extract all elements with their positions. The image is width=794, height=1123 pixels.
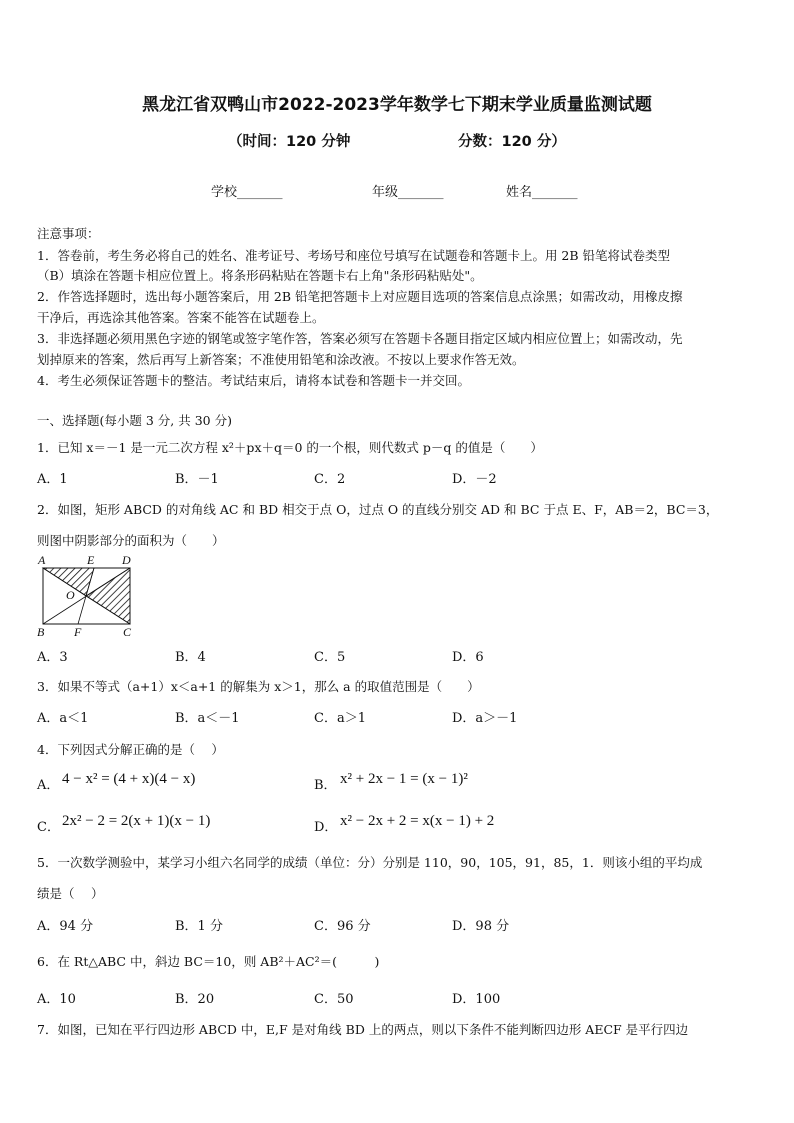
school-field: 学校_______: [211, 185, 283, 200]
q3-option-d: D．a＞－1: [452, 711, 518, 726]
q6-option-a: A．10: [37, 992, 76, 1007]
notice-line: （B）填涂在答题卡相应位置上。将条形码粘贴在答题卡右上角"条形码粘贴处"。: [37, 268, 483, 283]
question-2-stem: 2．如图，矩形 ABCD 的对角线 AC 和 BD 相交于点 O，过点 O 的直线分别交 AD 和 BC 于点 E、F，AB＝2，BC＝3，: [37, 502, 719, 517]
q6-option-c: C．50: [314, 992, 354, 1007]
grade-field: 年级_______: [372, 185, 444, 200]
q4-option-a-formula: 4 − x² = (4 + x)(4 − x): [62, 771, 196, 787]
q2-option-d: D．6: [452, 650, 484, 665]
question-4-stem: 4．下列因式分解正确的是（ ）: [37, 742, 224, 757]
q1-option-a: A．1: [37, 472, 68, 487]
q1-option-b: B．－1: [175, 472, 219, 487]
question-1-stem: 1．已知 x＝－1 是一元二次方程 x²＋px＋q＝0 的一个根，则代数式 p－q 的值是（ ）: [37, 440, 543, 455]
label-f: F: [74, 625, 82, 639]
q6-option-d: D．100: [452, 992, 501, 1007]
question-2-stem-cont: 则图中阴影部分的面积为（ ）: [37, 533, 225, 548]
q5-option-b: B．1 分: [175, 919, 223, 934]
label-o: O: [66, 588, 75, 602]
q4-option-d-label: D．: [314, 820, 338, 835]
question-5-stem-cont: 绩是（ ）: [37, 886, 104, 901]
notice-line: 3．非选择题必须用黑色字迹的钢笔或签字笔作答，答案必须写在答题卡各题目指定区域内相应位置上；如需改动，先: [37, 331, 683, 346]
label-b: B: [37, 625, 45, 639]
notice-line: 2．作答选择题时，选出每小题答案后，用 2B 铅笔把答题卡上对应题目选项的答案信息点涂黑；如需改动，用橡皮擦: [37, 289, 683, 304]
notice-line: 干净后，再选涂其他答案。答案不能答在试题卷上。: [37, 310, 325, 325]
label-c: C: [123, 625, 132, 639]
label-d: D: [122, 553, 131, 567]
section-heading: 一、选择题(每小题 3 分, 共 30 分): [37, 413, 232, 428]
label-a: A: [38, 553, 46, 567]
question-3-stem: 3．如果不等式（a+1）x＜a+1 的解集为 x＞1，那么 a 的取值范围是（ ）: [37, 679, 480, 694]
question-5-stem: 5．一次数学测验中，某学习小组六名同学的成绩（单位：分）分别是 110，90，105，91，85，1．则该小组的平均成: [37, 855, 703, 870]
notice-line: 4．考生必须保证答题卡的整洁。考试结束后，请将本试卷和答题卡一并交回。: [37, 373, 470, 388]
q2-option-b: B．4: [175, 650, 206, 665]
q4-option-c-formula: 2x² − 2 = 2(x + 1)(x − 1): [62, 813, 211, 829]
notice-line: 1．答卷前，考生务必将自己的姓名、准考证号、考场号和座位号填写在试题卷和答题卡上。用 2B 铅笔将试卷类型: [37, 248, 671, 263]
q2-option-a: A．3: [37, 650, 68, 665]
q1-option-d: D．－2: [452, 472, 497, 487]
label-e: E: [87, 553, 95, 567]
exam-score: 分数：120 分）: [458, 134, 566, 150]
q4-option-b-formula: x² + 2x − 1 = (x − 1)²: [340, 771, 468, 787]
question-7-stem: 7．如图，已知在平行四边形 ABCD 中，E,F 是对角线 BD 上的两点，则以下条件不能判断四边形 AECF 是平行四边: [37, 1022, 689, 1037]
q5-option-c: C．96 分: [314, 919, 371, 934]
question-6-stem: 6．在 Rt△ABC 中，斜边 BC＝10，则 AB²＋AC²＝( ): [37, 954, 380, 969]
q5-option-d: D．98 分: [452, 919, 510, 934]
q4-option-b-label: B．: [314, 778, 337, 793]
q3-option-c: C．a＞1: [314, 711, 366, 726]
q5-option-a: A．94 分: [37, 919, 94, 934]
shaded-region: [86, 568, 130, 624]
q4-option-a-label: A．: [37, 778, 60, 793]
q3-option-b: B．a＜－1: [175, 711, 240, 726]
exam-time: （时间：120 分钟: [228, 134, 351, 150]
q6-option-b: B．20: [175, 992, 215, 1007]
notice-line: 划掉原来的答案，然后再写上新答案；不准使用铅笔和涂改液。不按以上要求作答无效。: [37, 352, 525, 367]
notice-heading: 注意事项：: [37, 226, 100, 241]
q1-option-c: C．2: [314, 472, 346, 487]
page-title: 黑龙江省双鸭山市2022-2023学年数学七下期末学业质量监测试题: [142, 95, 652, 115]
q2-option-c: C．5: [314, 650, 346, 665]
rectangle-figure: [34, 552, 144, 640]
q4-option-d-formula: x² − 2x + 2 = x(x − 1) + 2: [340, 813, 495, 829]
q3-option-a: A．a＜1: [37, 711, 89, 726]
q4-option-c-label: C．: [37, 820, 60, 835]
name-field: 姓名_______: [506, 185, 578, 200]
